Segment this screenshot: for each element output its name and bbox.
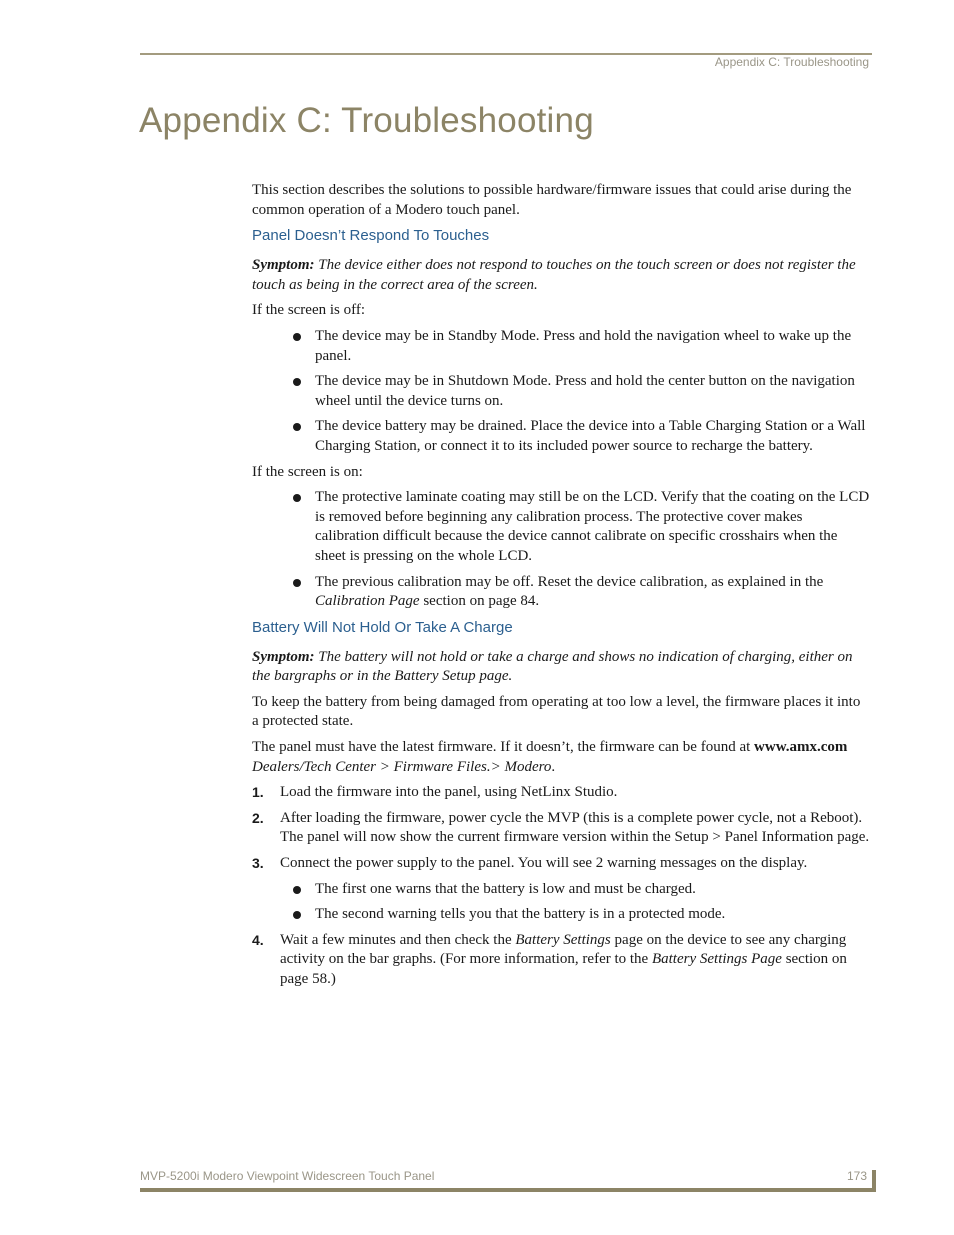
list-item-text: The previous calibration may be off. Reset the device calibration, as explained in the: [315, 573, 824, 590]
running-header: Appendix C: Troubleshooting: [714, 55, 869, 69]
list-item: [252, 327, 870, 366]
page-number: 173: [846, 1169, 867, 1183]
list-item-text: The device may be in Standby Mode. Press and hold the navigation wheel to wake up the panel.: [315, 327, 852, 364]
step-text: After loading the firmware, power cycle the MVP (this is a complete power cycle, not a Reboot). The panel will now show the current firmware version within the Setup > Panel Information page.: [280, 809, 870, 846]
bullet-icon: [293, 494, 301, 502]
symptom-label: Symptom:: [252, 257, 315, 274]
symptom-label: Symptom:: [252, 648, 315, 665]
step-text: Connect the power supply to the panel. You will see 2 warning messages on the display.: [280, 855, 808, 872]
bullet-icon: [293, 423, 301, 431]
list-item: [280, 880, 870, 900]
firmware-steps: [252, 783, 870, 989]
footer-product-name: MVP-5200i Modero Viewpoint Widescreen Touch Panel: [140, 1169, 435, 1183]
step-item: [252, 931, 870, 990]
paragraph-text: .: [551, 758, 556, 775]
screen-on-label: If the screen is on:: [252, 463, 363, 480]
symptom-battery: [252, 648, 870, 687]
battery-paragraph-1: To keep the battery from being damaged from operating at too low a level, the firmware places it into a protected state.: [252, 693, 861, 730]
step-number: 3.: [252, 855, 264, 872]
list-item-text: The second warning tells you that the battery is in a protected mode.: [315, 906, 726, 923]
step-item: [252, 854, 870, 925]
step-number: 1.: [252, 784, 264, 801]
list-item: [252, 488, 870, 566]
list-item-text: The protective laminate coating may still be on the LCD. Verify that the coating on the LCD is removed before beginning any calibration process. The protective cover makes calibration difficult because the device cannot calibrate on specific crosshairs when the sheet is pressing on the whole LCD.: [315, 489, 870, 564]
list-item-text: section on page 84.: [419, 593, 540, 610]
section-heading-touches: Panel Doesn’t Respond To Touches: [252, 227, 490, 245]
amx-website-link[interactable]: www.amx.com: [754, 739, 848, 756]
battery-paragraph-2: [252, 738, 870, 777]
bullet-icon: [293, 886, 301, 894]
list-item-text: The device battery may be drained. Place the device into a Table Charging Station or a Wall Charging Station, or connect it to its included power source to recharge the battery.: [315, 418, 866, 454]
step-item: [252, 809, 870, 848]
screen-off-list: [252, 327, 870, 457]
section-heading-battery: Battery Will Not Hold Or Take A Charge: [252, 618, 513, 636]
bullet-icon: [293, 911, 301, 919]
list-item-text: The first one warns that the battery is low and must be charged.: [315, 880, 696, 897]
screen-on-list: [252, 488, 870, 612]
step-text: Load the firmware into the panel, using NetLinx Studio.: [280, 784, 618, 801]
main-content: [252, 181, 870, 996]
paragraph-text: The panel must have the latest firmware. If it doesn’t, the firmware can be found at: [252, 739, 755, 756]
screen-off-label: If the screen is off:: [252, 302, 366, 319]
step-text: Wait a few minutes and then check the: [280, 931, 516, 948]
battery-settings-page-reference: Battery Settings Page: [651, 951, 782, 968]
symptom-touches: [252, 256, 870, 295]
bullet-icon: [293, 579, 301, 587]
firmware-path: Dealers/Tech Center > Firmware Files.> Modero: [252, 758, 552, 775]
list-item: [280, 905, 870, 925]
list-item: [252, 573, 870, 612]
bullet-icon: [293, 333, 301, 341]
step-number: 2.: [252, 809, 264, 826]
step-text: section on page 58.): [280, 951, 847, 987]
list-item-text: The device may be in Shutdown Mode. Press and hold the center button on the navigation wheel until the device turns on.: [315, 373, 855, 409]
warning-list: [280, 880, 870, 925]
step-text: page on the device to see any charging activity on the bar graphs. (For more information, refer to the: [280, 931, 847, 968]
symptom-text: The battery will not hold or take a charge and shows no indication of charging, either on the bargraphs or in the Battery Setup page.: [252, 648, 853, 685]
step-number: 4.: [252, 931, 264, 948]
footer-rule: [140, 1188, 876, 1192]
symptom-text: The device either does not respond to touches on the touch screen or does not register the touch as being in the correct area of the screen.: [252, 257, 856, 293]
footer-tick: [872, 1170, 876, 1190]
battery-settings-reference: Battery Settings: [515, 931, 611, 948]
step-item: [252, 783, 870, 803]
intro-paragraph: This section describes the solutions to possible hardware/firmware issues that could arise during the common operation of a Modero touch panel.: [252, 182, 852, 218]
list-item: [252, 417, 870, 456]
bullet-icon: [293, 378, 301, 386]
list-item: [252, 372, 870, 411]
calibration-page-reference: Calibration Page: [315, 593, 420, 610]
page-title: Appendix C: Troubleshooting: [139, 101, 594, 140]
